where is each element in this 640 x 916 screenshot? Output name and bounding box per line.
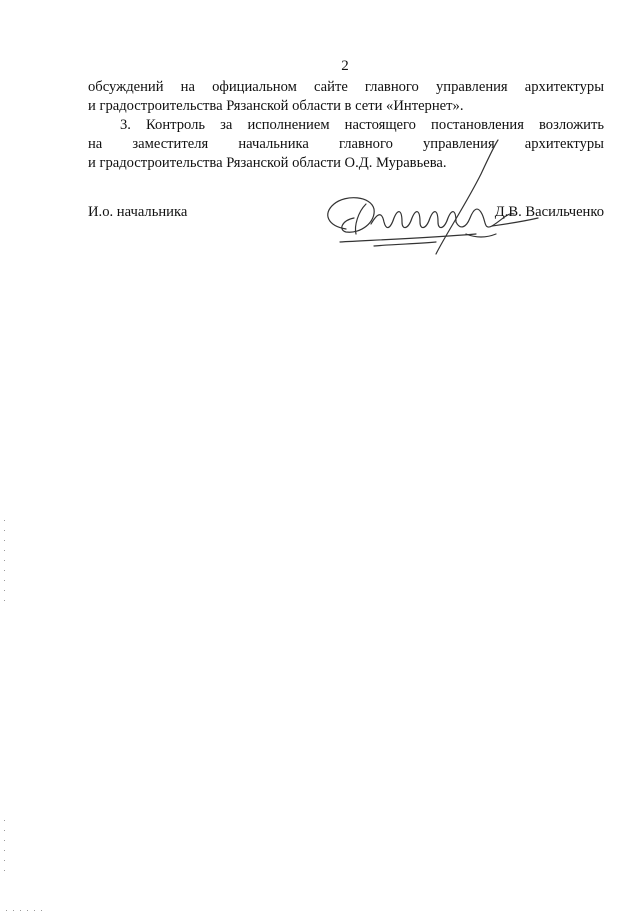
page-number: 2 (341, 58, 349, 74)
paragraph-line: на заместителя начальника главного управления архитектуры (88, 136, 604, 152)
paragraph-line: обсуждений на официальном сайте главного управления архитектуры (88, 79, 604, 95)
paragraph-line: и градостроительства Рязанской области О.Д. Муравьева. (88, 155, 447, 171)
paragraph-line: 3. Контроль за исполнением настоящего постановления возложить (120, 117, 604, 133)
signatory-position: И.о. начальника (88, 204, 188, 220)
scan-speck-marks (4, 820, 8, 880)
signatory-name: Д.В. Васильченко (494, 204, 604, 220)
handwritten-signature (316, 134, 546, 259)
scan-speck-marks (6, 898, 48, 900)
paragraph-continuation (88, 78, 604, 116)
signature-block (88, 204, 604, 264)
paragraph-line: и градостроительства Рязанской области в сети «Интернет». (88, 98, 464, 114)
scan-speck-marks (4, 520, 8, 610)
